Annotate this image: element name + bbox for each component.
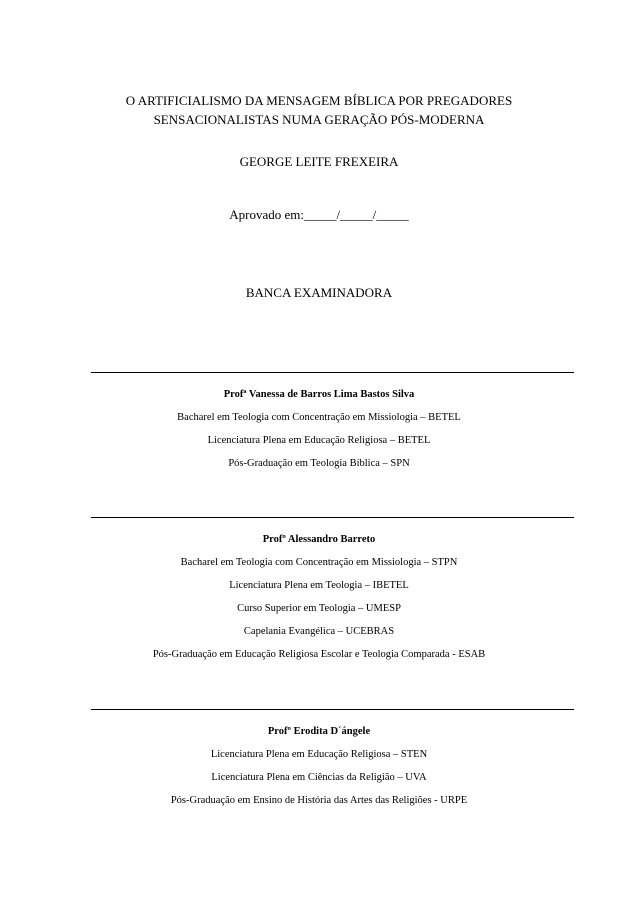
- signature-line: [91, 709, 574, 710]
- examiner-credential: Bacharel em Teologia com Concentração em Missiologia – STPN: [180, 557, 458, 568]
- examiner-credential: Licenciatura Plena em Teologia – IBETEL: [229, 580, 409, 591]
- board-heading: BANCA EXAMINADORA: [245, 285, 393, 300]
- examiner-credential: Curso Superior em Teologia – UMESP: [237, 603, 401, 614]
- examiner-credential: Pós-Graduação em Teologia Bíblica – SPN: [228, 458, 410, 469]
- document-title-line-2: SENSACIONALISTAS NUMA GERAÇÃO PÓS-MODERNA: [153, 112, 485, 127]
- examiner-credential: Licenciatura Plena em Educação Religiosa – STEN: [210, 749, 428, 760]
- signature-line: [91, 372, 574, 373]
- author-name: GEORGE LEITE FREXEIRA: [239, 154, 399, 169]
- examiner-credential: Pós-Graduação em Educação Religiosa Escolar e Teologia Comparada - ESAB: [152, 649, 486, 660]
- examiner-name: Profº Erodita D´ángele: [267, 726, 371, 737]
- examiner-name: Profº Alessandro Barreto: [262, 534, 376, 545]
- examiner-credential: Pós-Graduação em Ensino de História das Artes das Religiões - URPE: [170, 795, 468, 806]
- examiner-credential: Licenciatura Plena em Ciências da Religião – UVA: [211, 772, 427, 783]
- signature-line: [91, 517, 574, 518]
- examiner-name: Profª Vanessa de Barros Lima Bastos Silva: [223, 389, 415, 400]
- approval-date-line: Aprovado em:_____/_____/_____: [229, 207, 409, 222]
- examiner-credential: Licenciatura Plena em Educação Religiosa – BETEL: [207, 435, 431, 446]
- examiner-credential: Capelania Evangélica – UCEBRAS: [243, 626, 395, 637]
- document-title-line-1: O ARTIFICIALISMO DA MENSAGEM BÍBLICA POR PREGADORES: [125, 93, 513, 108]
- examiner-credential: Bacharel em Teologia com Concentração em Missiologia – BETEL: [177, 412, 461, 423]
